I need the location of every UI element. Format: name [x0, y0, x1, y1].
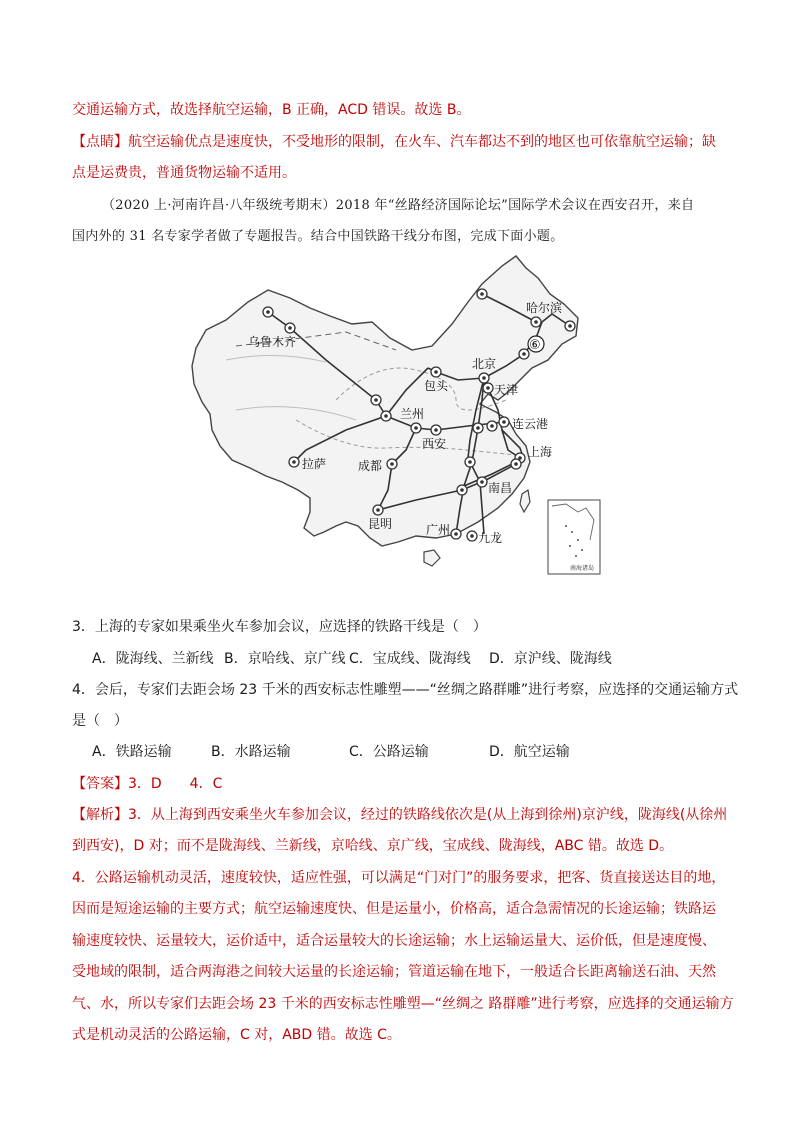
- city-lhasa: [289, 457, 299, 467]
- prev-solution-line: 交通运输方式，故选择航空运输，B 正确，ACD 错误。故选 B。: [72, 102, 471, 118]
- label-lianyungang: 连云港: [512, 417, 549, 431]
- city-hangzhou: [511, 459, 521, 469]
- label-lanzhou: 兰州: [400, 407, 425, 421]
- analysis-line-3: 4．公路运输机动灵活，速度较快，适应性强，可以满足“门对门”的服务要求，把客、货直接送达目的地，: [72, 870, 726, 886]
- city-lianyungang: [499, 417, 509, 427]
- city-xining: [371, 395, 381, 405]
- dianjing-line-1: [72, 132, 716, 152]
- question-3-stem: 3．上海的专家如果乘坐火车参加会议，应选择的铁路干线是（ ）: [72, 619, 487, 635]
- q4-option-a[interactable]: A．铁路运输: [92, 744, 172, 760]
- label-baotou: 包头: [424, 379, 449, 393]
- q4-option-c[interactable]: C．公路运输: [349, 744, 429, 760]
- city-tianjin: [483, 383, 493, 393]
- city-xuzhou: [487, 421, 497, 431]
- inset-box: [548, 500, 600, 574]
- city-yili: [263, 307, 273, 317]
- label-chengdu: 成都: [358, 459, 383, 473]
- q3-option-c[interactable]: C．宝成线、陇海线: [349, 651, 471, 667]
- analysis-line-4: 因而是短途运输的主要方式；航空运输速度快、但是运量小，价格高，适合急需情况的长途运输；铁路运: [72, 901, 716, 917]
- taiwan-island: [520, 490, 530, 512]
- label-guangzhou: 广州: [426, 523, 451, 537]
- city-wuhan: [465, 457, 475, 467]
- question-intro-line-1: [102, 196, 694, 216]
- city-beijing: [479, 373, 489, 383]
- analysis-line-1: [72, 805, 727, 825]
- hainan-island: [424, 550, 440, 566]
- q3-option-b[interactable]: B．京哈线、京广线: [224, 651, 346, 667]
- answer-line: [72, 774, 222, 794]
- label-jiulong: 九龙: [478, 531, 503, 545]
- analysis-line-5: 输速度较快、运量较大，运价适中，适合运量较大的长途运输；水上运输运量大、运价低，但是速度慢、: [72, 933, 716, 949]
- analysis-tag: 【解析】: [72, 807, 128, 823]
- label-harbin: 哈尔滨: [526, 301, 563, 315]
- city-baoji: [411, 423, 421, 433]
- analysis-text-1: 3．从上海到西安乘坐火车参加会议，经过的铁路线依次是(从上海到徐州)京沪线，陇海线(从徐州: [128, 807, 728, 823]
- city-qiqihar: [477, 289, 487, 299]
- dianjing-text-1: 航空运输优点是速度快，不受地形的限制，在火车、汽车都达不到的地区也可依靠航空运输；缺: [128, 134, 716, 150]
- label-nanchang: 南昌: [488, 481, 513, 495]
- analysis-line-8: 式是机动灵活的公路运输，C 对，ABD 错。故选 C。: [72, 1027, 401, 1043]
- question-4-stem-1: 4．会后，专家们去距会场 23 千米的西安标志性雕塑——“丝绸之路群雕”进行考察，应选择的交通运输方式: [72, 682, 739, 698]
- question-source: （2020 上·河南许昌·八年级统考期末）: [102, 198, 336, 213]
- label-shanghai: 上海: [528, 445, 553, 459]
- label-kunming: 昆明: [368, 517, 393, 531]
- city-zhengzhou: [473, 423, 483, 433]
- q3-option-a[interactable]: A．陇海线、兰新线: [92, 651, 214, 667]
- analysis-line-6: 受地域的限制，适合两海港之间较大运量的长途运输；管道运输在地下，一般适合长距离输送石油、天然: [72, 964, 716, 980]
- city-suifenhe: [565, 321, 575, 331]
- city-changchun: [519, 349, 529, 359]
- city-nanchang: [477, 477, 487, 487]
- analysis-line-7: 气、水，所以专家们去距会场 23 千米的西安标志性雕塑—“丝绸之 路群雕”进行考察，应选择的交通运输方: [72, 996, 734, 1012]
- city-jiulong: [467, 531, 477, 541]
- question-intro-line-2: 国内外的 31 名专家学者做了专题报告。结合中国铁路干线分布图，完成下面小题。: [72, 229, 564, 244]
- inset-label: 南海诸岛: [570, 565, 595, 572]
- dianjing-line-2: 点是运费贵，普通货物运输不适用。: [72, 165, 296, 181]
- intro-text-1: 2018 年“丝路经济国际论坛”国际学术会议在西安召开，来自: [335, 198, 695, 213]
- q4-option-d[interactable]: D．航空运输: [489, 744, 570, 760]
- label-xian: 西安: [422, 437, 447, 451]
- answer-text: 3．D 4．C: [128, 776, 223, 792]
- answer-tag: 【答案】: [72, 776, 128, 792]
- question-4-stem-2: 是（ ）: [72, 713, 128, 729]
- city-kunming: [373, 505, 383, 515]
- city-urumqi: [285, 323, 295, 333]
- city-lanzhou: [381, 411, 391, 421]
- q4-option-b[interactable]: B．水路运输: [211, 744, 291, 760]
- q3-option-d[interactable]: D．京沪线、陇海线: [489, 651, 612, 667]
- city-baotou: [431, 367, 441, 377]
- city-harbin: [531, 317, 541, 327]
- label-beijing: 北京: [472, 357, 497, 371]
- city-xian: [431, 425, 441, 435]
- city-chengdu: [387, 459, 397, 469]
- label-tianjin: 天津: [494, 383, 519, 397]
- dianjing-tag: 【点睛】: [72, 134, 128, 150]
- analysis-line-2: 到西安)，D 对；而不是陇海线、兰新线，京哈线、京广线，宝成线、陇海线，ABC 错。故选 D。: [72, 838, 674, 854]
- city-guangzhou: [451, 529, 461, 539]
- marker-6: ⑥: [529, 338, 541, 353]
- china-railway-map: [186, 250, 606, 580]
- label-lhasa: 拉萨: [302, 457, 327, 471]
- label-urumqi: 乌鲁木齐: [248, 335, 297, 349]
- city-zhuzhou: [457, 485, 467, 495]
